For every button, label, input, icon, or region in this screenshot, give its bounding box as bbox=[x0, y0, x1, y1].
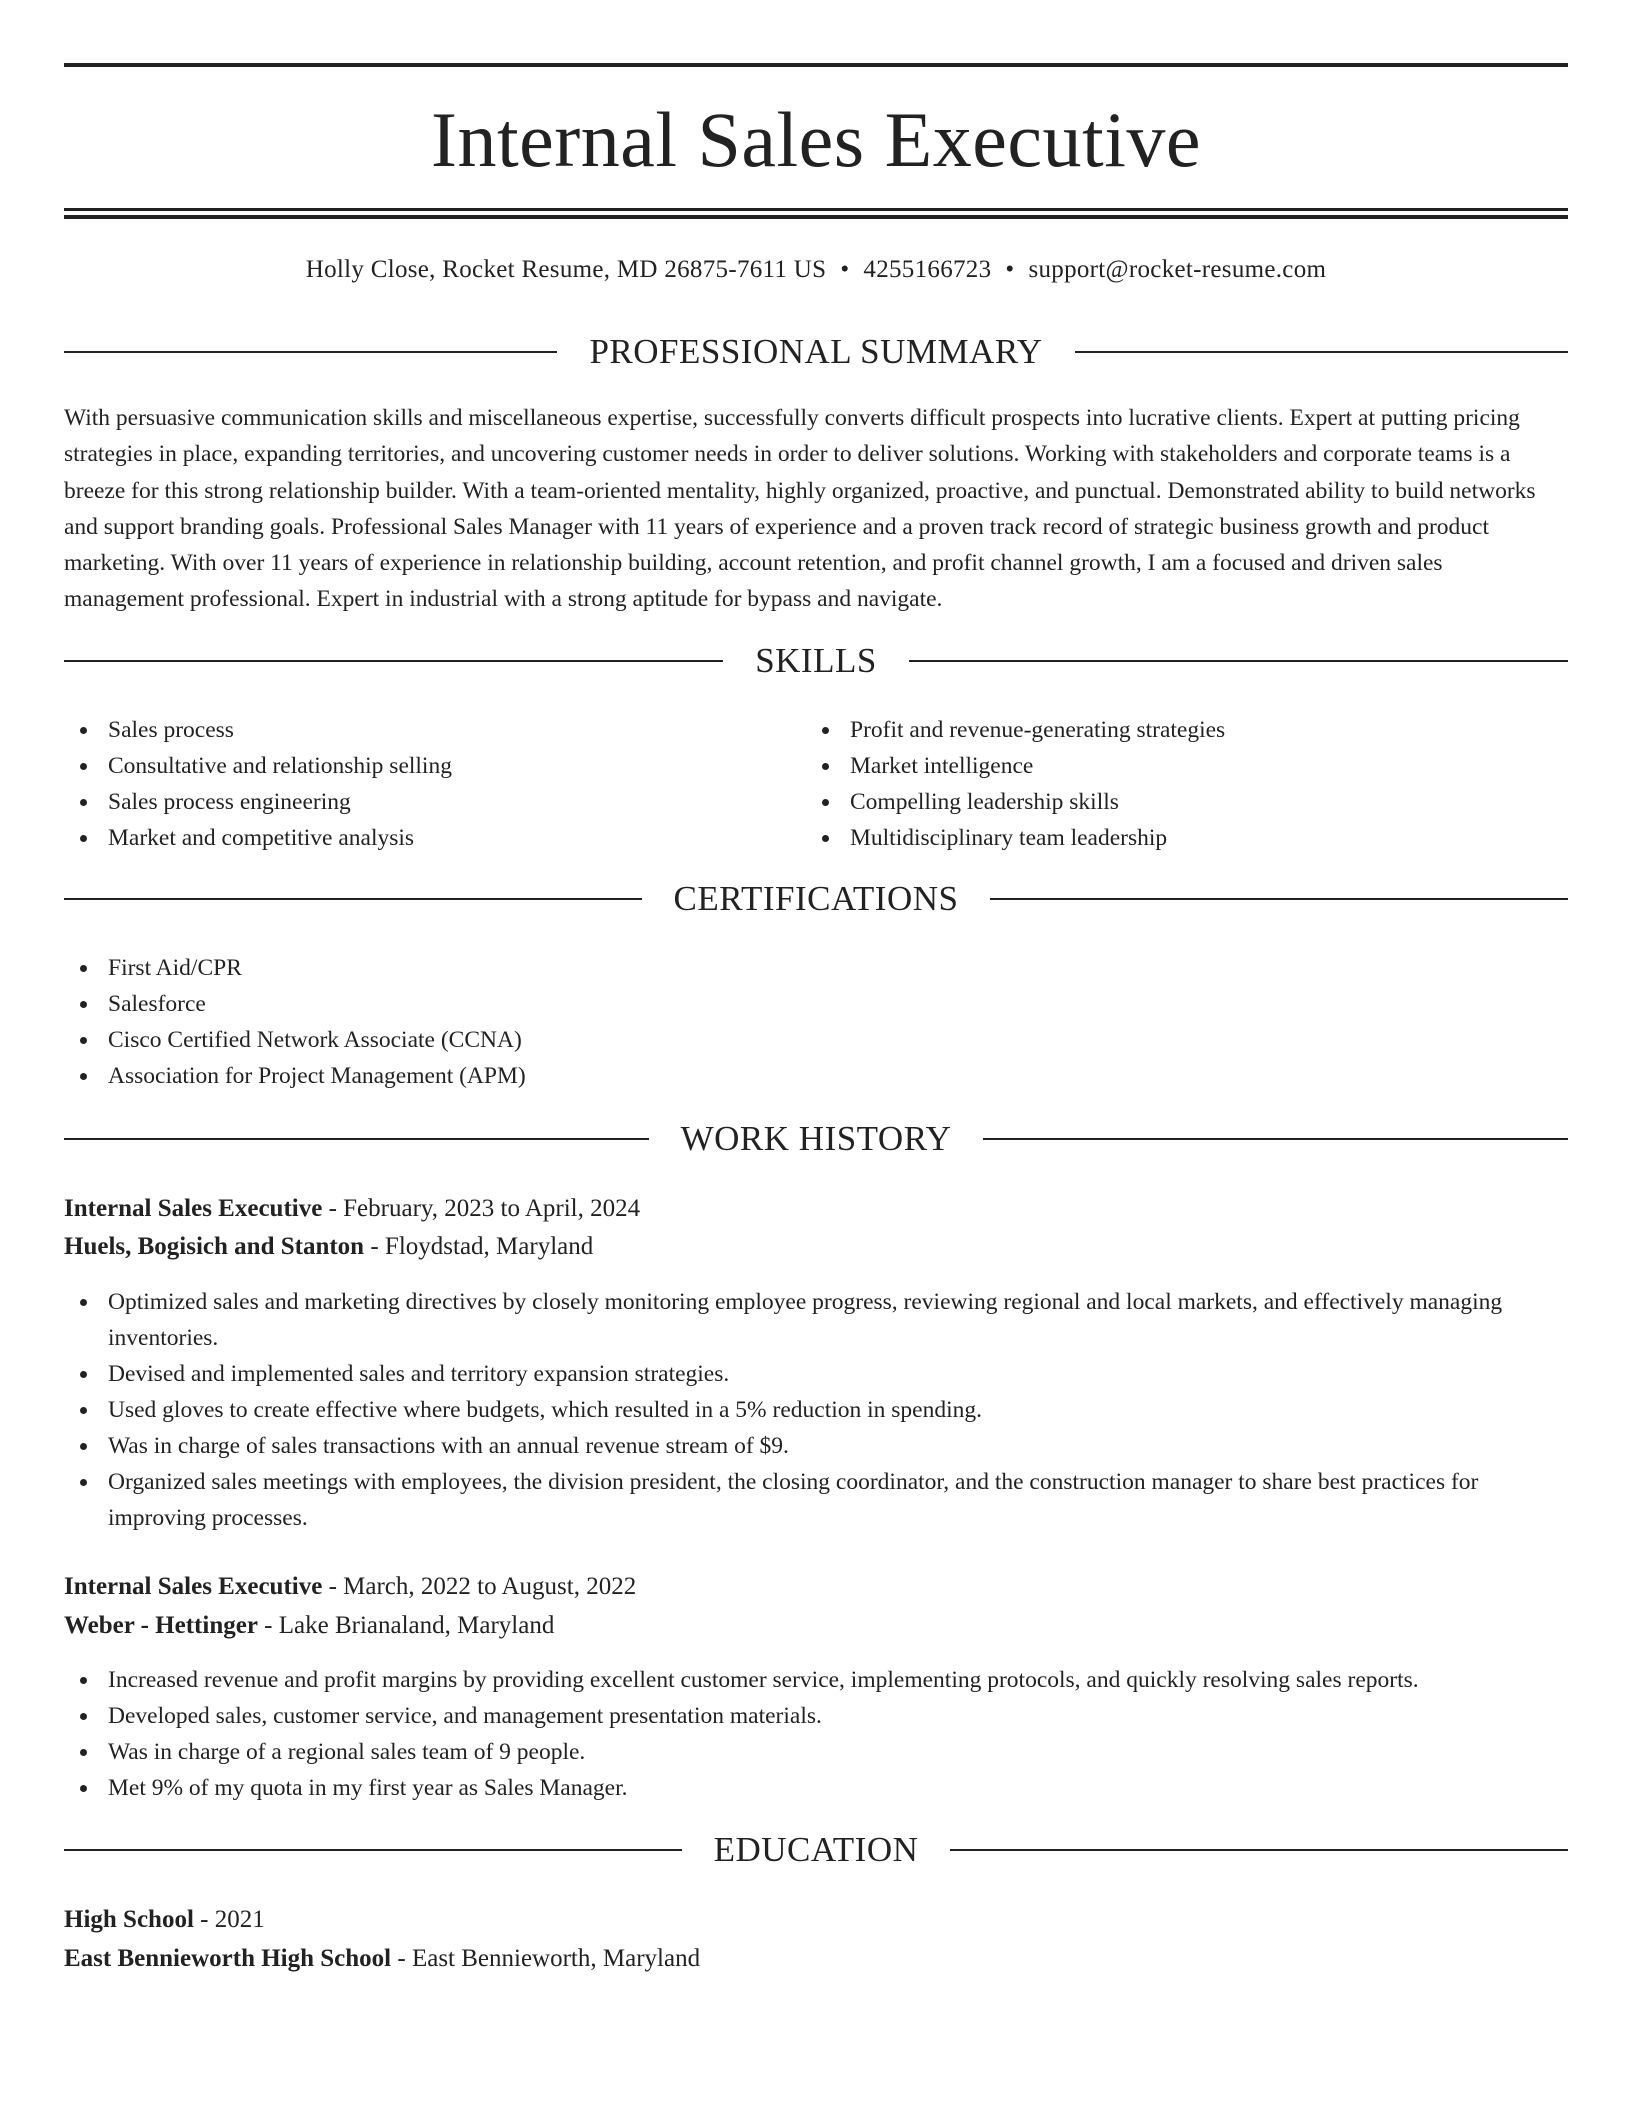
contact-address: Holly Close, Rocket Resume, MD 26875-7611 US bbox=[305, 256, 827, 283]
list-item: Profit and revenue-generating strategies bbox=[806, 712, 1568, 748]
section-title: CERTIFICATIONS bbox=[673, 879, 959, 918]
heading-rule-right bbox=[983, 1138, 1568, 1140]
job-location: - Lake Brianaland, Maryland bbox=[264, 1612, 555, 1639]
contact-phone: 4255166723 bbox=[863, 256, 992, 283]
job-title-line bbox=[64, 1190, 1568, 1228]
resume-title: Internal Sales Executive bbox=[430, 96, 1202, 183]
education-school: East Bennieworth High School bbox=[64, 1945, 392, 1972]
job-title: Internal Sales Executive bbox=[64, 1573, 323, 1600]
list-item: Market and competitive analysis bbox=[64, 820, 804, 856]
list-item: Sales process engineering bbox=[64, 784, 804, 820]
heading-rule-left bbox=[64, 1138, 649, 1140]
list-item: Multidisciplinary team leadership bbox=[806, 820, 1568, 856]
education-degree: High School bbox=[64, 1906, 194, 1933]
skills-section-heading bbox=[64, 638, 1568, 684]
job-company: Weber - Hettinger bbox=[64, 1612, 258, 1639]
heading-rule-right bbox=[1075, 351, 1568, 353]
skills-list-right bbox=[806, 712, 1568, 856]
section-title: WORK HISTORY bbox=[680, 1119, 952, 1158]
education-degree-line bbox=[64, 1901, 1568, 1939]
heading-rule-left bbox=[64, 351, 557, 353]
heading-rule-left bbox=[64, 898, 642, 900]
job-bullets bbox=[64, 1662, 1568, 1806]
contact-separator: • bbox=[1005, 256, 1015, 283]
list-item: Salesforce bbox=[64, 986, 1568, 1022]
heading-rule-left bbox=[64, 660, 723, 662]
list-item: Optimized sales and marketing directives by closely monitoring employee progress, reviewing regional and local markets, and effectively managing inventories. bbox=[64, 1284, 1568, 1356]
list-item: Sales process bbox=[64, 712, 804, 748]
work-history-section-heading bbox=[64, 1116, 1568, 1162]
section-title: SKILLS bbox=[755, 641, 877, 680]
job-location: - Floydstad, Maryland bbox=[370, 1233, 594, 1260]
education-year: - 2021 bbox=[200, 1906, 265, 1933]
list-item: Consultative and relationship selling bbox=[64, 748, 804, 784]
education-school-line bbox=[64, 1940, 1568, 1978]
list-item: Was in charge of sales transactions with an annual revenue stream of $9. bbox=[64, 1428, 1568, 1464]
job-bullets bbox=[64, 1284, 1568, 1536]
certifications-list bbox=[64, 950, 1568, 1094]
list-item: Met 9% of my quota in my first year as Sales Manager. bbox=[64, 1770, 1568, 1806]
title-rule-upper bbox=[64, 208, 1568, 211]
list-item: Increased revenue and profit margins by providing excellent customer service, implementing protocols, and quickly resolving sales reports. bbox=[64, 1662, 1568, 1698]
list-item: Cisco Certified Network Associate (CCNA) bbox=[64, 1022, 1568, 1058]
list-item: Was in charge of a regional sales team of 9 people. bbox=[64, 1734, 1568, 1770]
list-item: Used gloves to create effective where budgets, which resulted in a 5% reduction in spending. bbox=[64, 1392, 1568, 1428]
job-dates: - February, 2023 to April, 2024 bbox=[328, 1195, 641, 1222]
list-item: Developed sales, customer service, and management presentation materials. bbox=[64, 1698, 1568, 1734]
skills-list-left bbox=[64, 712, 804, 856]
education-section-heading bbox=[64, 1827, 1568, 1873]
job-company-line bbox=[64, 1228, 1568, 1266]
top-rule bbox=[64, 63, 1568, 67]
section-title: EDUCATION bbox=[713, 1830, 919, 1869]
heading-rule-right bbox=[990, 898, 1568, 900]
summary-text: With persuasive communication skills and miscellaneous expertise, successfully converts difficult prospects into lucrative clients. Expert at putting pricing strategies in place, expanding territories, and uncovering customer needs in order to deliver solutions. Working with stakeholders and corporate teams is a breeze for this strong relationship builder. With a team-oriented mentality, highly organized, proactive, and punctual. Demonstrated ability to build networks and support branding goals. Professional Sales Manager with 11 years of experience and a proven track record of strategic business growth and product marketing. With over 11 years of experience in relationship building, account retention, and profit channel growth, I am a focused and driven sales management professional. Expert in industrial with a strong aptitude for bypass and navigate. bbox=[64, 405, 1536, 613]
job-company: Huels, Bogisich and Stanton bbox=[64, 1233, 365, 1260]
list-item: Devised and implemented sales and territory expansion strategies. bbox=[64, 1356, 1568, 1392]
heading-rule-right bbox=[950, 1849, 1568, 1851]
summary-section-heading bbox=[64, 329, 1568, 375]
job-title: Internal Sales Executive bbox=[64, 1195, 323, 1222]
contact-email: support@rocket-resume.com bbox=[1028, 256, 1327, 283]
job-company-line bbox=[64, 1607, 1568, 1645]
section-title: PROFESSIONAL SUMMARY bbox=[589, 332, 1043, 371]
list-item: Market intelligence bbox=[806, 748, 1568, 784]
title-rule-lower bbox=[64, 215, 1568, 219]
job-dates: - March, 2022 to August, 2022 bbox=[328, 1573, 637, 1600]
heading-rule-right bbox=[909, 660, 1568, 662]
list-item: Organized sales meetings with employees, the division president, the closing coordinator, and the construction manager to share best practices for improving processes. bbox=[64, 1464, 1568, 1536]
list-item: First Aid/CPR bbox=[64, 950, 1568, 986]
heading-rule-left bbox=[64, 1849, 682, 1851]
list-item: Compelling leadership skills bbox=[806, 784, 1568, 820]
job-title-line bbox=[64, 1568, 1568, 1606]
certifications-section-heading bbox=[64, 876, 1568, 922]
contact-separator: • bbox=[840, 256, 850, 283]
education-location: - East Bennieworth, Maryland bbox=[397, 1945, 701, 1972]
contact-line bbox=[64, 252, 1568, 288]
list-item: Association for Project Management (APM) bbox=[64, 1058, 1568, 1094]
